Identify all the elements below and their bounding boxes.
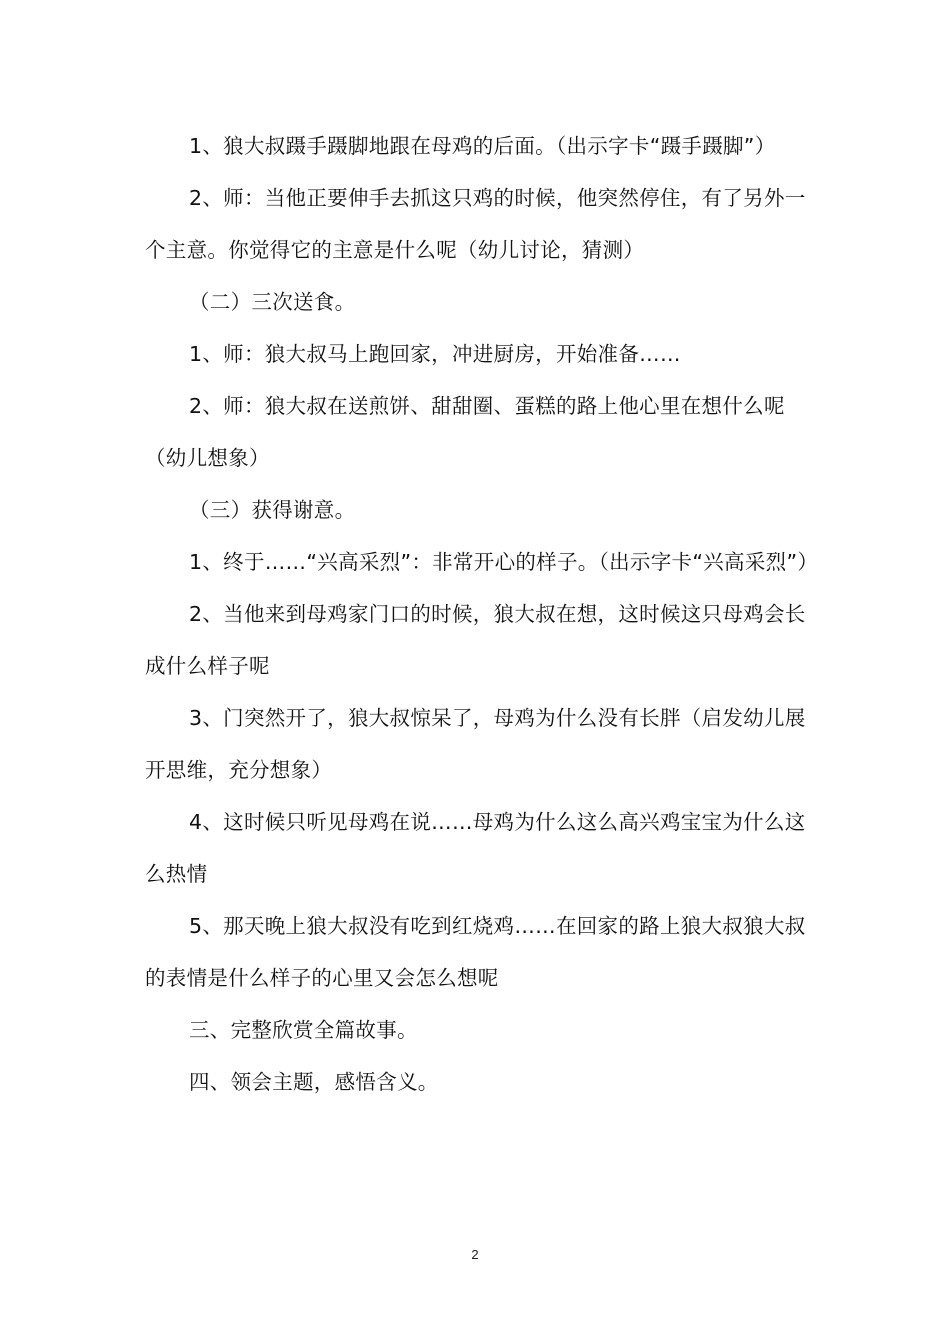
paragraph-5: 1、终于……“兴高采烈”：非常开心的样子。（出示字卡“兴高采烈”） — [189, 550, 819, 574]
section-heading-3: （三）获得谢意。 — [189, 498, 356, 522]
paragraph-1: 1、狼大叔蹑手蹑脚地跟在母鸡的后面。（出示字卡“蹑手蹑脚”） — [189, 134, 776, 158]
page-number: 2 — [471, 1247, 479, 1262]
paragraph-2: 2、师：当他正要伸手去抓这只鸡的时候，他突然停住，有了另外一个主意。你觉得它的主意是什么呢（幼儿讨论，猜测） — [145, 186, 806, 262]
section-heading-2: （二）三次送食。 — [189, 290, 356, 314]
section-heading-4: 三、完整欣赏全篇故事。 — [189, 1018, 418, 1042]
paragraph-8: 4、这时候只听见母鸡在说……母鸡为什么这么高兴鸡宝宝为什么这么热情 — [145, 810, 806, 886]
paragraph-9: 5、那天晚上狼大叔没有吃到红烧鸡……在回家的路上狼大叔狼大叔的表情是什么样子的心里又会怎么想呢 — [145, 914, 806, 990]
document-body — [145, 120, 819, 1108]
paragraph-3: 1、师：狼大叔马上跑回家，冲进厨房，开始准备…… — [189, 342, 681, 366]
section-heading-5: 四、领会主题，感悟含义。 — [189, 1070, 439, 1094]
paragraph-7: 3、门突然开了，狼大叔惊呆了，母鸡为什么没有长胖（启发幼儿展开思维，充分想象） — [145, 706, 806, 782]
paragraph-6: 2、当他来到母鸡家门口的时候，狼大叔在想，这时候这只母鸡会长成什么样子呢 — [145, 602, 806, 678]
paragraph-4: 2、师：狼大叔在送煎饼、甜甜圈、蛋糕的路上他心里在想什么呢（幼儿想象） — [145, 394, 785, 470]
